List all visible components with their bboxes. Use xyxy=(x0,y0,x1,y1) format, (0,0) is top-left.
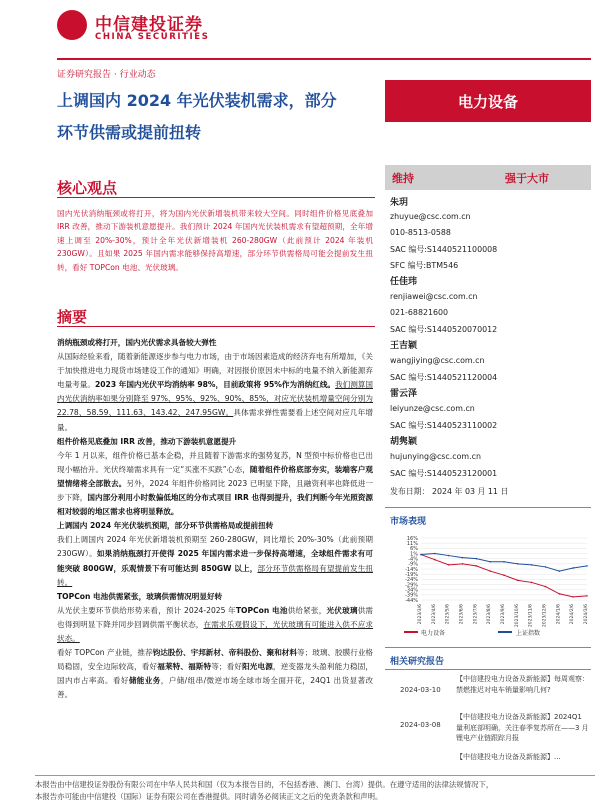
core-divider xyxy=(57,197,375,198)
chart-y-axis xyxy=(405,536,418,604)
x-tick-label: 2023/4/6 xyxy=(431,604,437,625)
sector-badge: 电力设备 xyxy=(385,80,591,122)
summary-p4: 从光伏主要环节供给形势来看，预计 2024-2025 年TOPCon 电池供给紧张，光伏玻璃供需也得到明显下降并同步回调供需平衡状态，在需求乐观假设下，光伏玻璃有可能进入供不应求状态。 xyxy=(57,605,374,643)
y-tick-label: -44% xyxy=(405,597,418,604)
data-point xyxy=(448,564,450,566)
research-title[interactable]: 【中信建投电力设备及新能源】2024Q1 量利底部明确，关注春季复苏所在——3 月锂电产业链跟踪月报 xyxy=(456,713,589,742)
x-tick-label: 2024/2/6 xyxy=(570,604,576,625)
summary-p4-heading: TOPCon 电池供需紧张，玻璃供需情况明显好转 xyxy=(57,591,223,601)
research-date: 2024-03-10 xyxy=(400,686,441,694)
data-point xyxy=(545,566,547,568)
rating-label: 维持 xyxy=(392,172,414,185)
header-rule xyxy=(57,58,591,60)
summary-body xyxy=(57,336,373,702)
x-tick-label: 2023/6/6 xyxy=(459,604,465,625)
y-tick-label: 11% xyxy=(406,540,418,547)
data-point xyxy=(462,557,464,559)
x-tick-label: 2023/7/6 xyxy=(473,604,479,625)
data-point xyxy=(434,553,436,555)
research-title[interactable]: 【中信建投电力设备及新能源】... xyxy=(456,753,561,761)
legend-label: 上证指数 xyxy=(516,630,541,637)
x-tick-label: 2024/3/6 xyxy=(584,604,589,625)
summary-p3-heading: 上调国内 2024 年光伏装机预期，部分环节供需格局或提前扭转 xyxy=(57,521,274,531)
analyst-sac: SAC 编号:S1440521100008 xyxy=(390,245,498,254)
market-heading: 市场表现 xyxy=(390,517,427,527)
analyst-sfc: SFC 编号:BTM546 xyxy=(390,261,459,270)
data-point xyxy=(462,563,464,565)
y-tick-label: -14% xyxy=(405,566,418,573)
market-chart xyxy=(385,530,591,628)
summary-p1: 从国际经验来看，随着新能源逐步参与电力市场，由于市场因素造成的经济弃电有所增加，《关于加快推进电力现货市场建设工作的通知》明确，对因报价原因未中标的电量不纳入新能源弃电量考量。2023 年国内光伏平均消纳率 98%，目前政策将 95%作为消纳红线。我们测算国内光伏消纳率如果分别降至 97%、95%、92%、90%、85%，对应光伏装机增量空间分别为 22.78、58.59、111.63、143.42、247.95GW。具体需求弹性需要看上述空间对应几年增量。 xyxy=(57,352,374,432)
data-point xyxy=(448,555,450,557)
legend-label: 电力设备 xyxy=(421,630,446,637)
legend-swatch-power-equipment xyxy=(404,631,418,633)
analyst-sac: SAC 编号:S1440520070012 xyxy=(390,325,498,334)
y-tick-label: -29% xyxy=(405,582,418,589)
data-point xyxy=(476,565,478,567)
data-point xyxy=(517,580,519,582)
rating-bar xyxy=(385,165,591,190)
company-name-en: CHINA SECURITIES xyxy=(95,32,210,42)
core-heading: 核心观点 xyxy=(57,179,118,197)
rating-value: 强于大市 xyxy=(505,172,549,185)
analyst-name: 任佳玮 xyxy=(390,277,418,287)
data-point xyxy=(586,565,588,567)
title-line-1: 上调国内 2024 年光伏装机需求，部分 xyxy=(57,91,337,110)
analyst-email[interactable]: wangjiying@csc.com.cn xyxy=(390,356,485,365)
x-tick-label: 2024/1/6 xyxy=(556,604,562,625)
x-tick-label: 2023/9/6 xyxy=(501,604,506,625)
core-text: 国内光伏消纳瓶颈或将打开，将为国内光伏新增装机带来较大空间。同时组件价格见底叠加 IRR 改善，推动下游装机意愿提升。我们预计 2024 年国内光伏装机需求有望超预期，全年增速上调至 20%-30%，预计全年光伏新增装机 260-280GW（此前预计 2024 年装机 230GW）。且如果 2025 年国内需求能够保持高增速，部分环节供需格局可能会提前发生扭转，看好 TOPCon 电池、光伏玻璃。 xyxy=(57,209,373,272)
data-point xyxy=(503,561,505,563)
research-divider xyxy=(385,647,591,648)
analyst-email[interactable]: leiyunze@csc.com.cn xyxy=(390,404,475,413)
data-point xyxy=(503,574,505,576)
company-logo-icon xyxy=(57,10,87,40)
y-tick-label: -4% xyxy=(408,556,418,563)
data-point xyxy=(531,582,533,584)
summary-divider xyxy=(57,326,375,327)
y-tick-label: 6% xyxy=(410,546,418,553)
y-tick-label: -19% xyxy=(405,571,418,578)
analyst-email[interactable]: renjiawei@csc.com.cn xyxy=(390,292,478,301)
data-point xyxy=(531,564,533,566)
research-heading: 相关研究报告 xyxy=(390,657,445,667)
analyst-name: 胡隽颖 xyxy=(390,437,418,447)
analyst-name: 朱玥 xyxy=(390,198,409,208)
chart-x-axis xyxy=(417,604,589,627)
data-point xyxy=(476,558,478,560)
research-date: 2024-03-08 xyxy=(400,721,441,729)
y-tick-label: -9% xyxy=(408,561,418,568)
x-tick-label: 2023/12/6 xyxy=(542,604,548,628)
data-point xyxy=(559,570,561,572)
data-point xyxy=(586,595,588,597)
x-tick-label: 2023/3/6 xyxy=(418,604,423,625)
analyst-email[interactable]: hujunying@csc.com.cn xyxy=(390,452,481,461)
summary-p2: 今年 1 月以来，组件价格已基本企稳，并且随着下游需求的强势复苏，N 型预中标价格也已出现小幅抬升。光伏终端需求具有一定“买涨不买跌”心态，随着组件价格底部夯实，装端客户观望情绪将全部散去。另外，2024 年组件价格同比 2023 已明显下降，且融资利率也降低进一步下降，国内部分利用小时数偏低地区的分布式项目 IRR 也得到提升，我们判断今年光照资源相对较弱的地区需求也将明显释放。 xyxy=(57,450,374,517)
analyst-name: 王吉颖 xyxy=(390,341,418,351)
footer-disclaimer-2: 本报告亦可能由中信建投（国际）证券有限公司在香港提供。同时请务必阅读正文之后的免责条款和声明。 xyxy=(35,792,383,801)
data-point xyxy=(572,596,574,598)
market-divider xyxy=(385,507,591,508)
x-tick-label: 2023/5/6 xyxy=(445,604,451,625)
analyst-name: 雷云泽 xyxy=(390,389,418,399)
analyst-email[interactable]: zhuyue@csc.com.cn xyxy=(390,212,471,221)
analyst-sac: SAC 编号:S1440523110002 xyxy=(390,421,498,430)
analyst-sac: SAC 编号:S1440521120004 xyxy=(390,373,498,382)
summary-heading: 摘要 xyxy=(57,308,88,326)
y-tick-label: 1% xyxy=(410,551,418,558)
data-point xyxy=(517,563,519,565)
x-tick-label: 2023/11/6 xyxy=(528,604,534,628)
footer-rule xyxy=(35,775,595,776)
research-title[interactable]: 【中信建投电力设备及新能源】每周观察：禁燃推迟对电车销量影响几何? xyxy=(456,675,589,694)
research-divider-2 xyxy=(385,669,591,670)
x-tick-label: 2023/8/6 xyxy=(487,604,493,625)
footer-disclaimer-1: 本报告由中信建投证券股份有限公司在中华人民共和国（仅为本报告目的，不包括香港、澳门、台湾）提供。在遵守适用的法律法规情况下， xyxy=(35,780,494,789)
y-tick-label: -24% xyxy=(405,577,418,584)
data-point xyxy=(489,561,491,563)
y-tick-label: -34% xyxy=(405,587,418,594)
analyst-phone: 010-8513-0588 xyxy=(390,228,451,237)
summary-p2-heading: 组件价格见底叠加 IRR 改善，推动下游装机意愿提升 xyxy=(57,436,237,446)
y-tick-label: -39% xyxy=(405,592,418,599)
report-type: 证券研究报告 · 行业动态 xyxy=(57,70,156,80)
summary-p3: 我们上调国内 2024 年光伏新增装机预期至 260-280GW，同比增长 20%-30%（此前预期 230GW）。如果消纳瓶颈打开使得 2025 年国内需求进一步保持高增速，全球组件需求有可能突破 800GW，乐观情景下有可能达到 850GW 以上，部分环节供需格局有望提前发生扭转。 xyxy=(57,535,373,587)
y-tick-label: 16% xyxy=(406,535,418,542)
publish-date: 发布日期： 2024 年 03 月 11 日 xyxy=(390,487,509,496)
chart-grid xyxy=(421,538,587,600)
data-point xyxy=(420,554,422,556)
x-tick-label: 2023/10/6 xyxy=(514,604,520,628)
analyst-sac: SAC 编号:S1440523120001 xyxy=(390,469,498,478)
data-point xyxy=(559,593,561,595)
data-point xyxy=(434,559,436,561)
data-point xyxy=(572,567,574,569)
data-point xyxy=(545,586,547,588)
data-point xyxy=(489,570,491,572)
analyst-phone: 021-68821600 xyxy=(390,308,449,317)
chart-series xyxy=(420,553,588,598)
legend-swatch-sse-index xyxy=(498,631,512,633)
title-line-2: 环节供需或提前扭转 xyxy=(57,123,202,142)
company-name-cn: 中信建投证券 xyxy=(95,15,203,35)
summary-p1-heading: 消纳瓶颈或将打开，国内光伏需求具备较大弹性 xyxy=(57,338,217,347)
summary-p5: 看好 TOPCon 产业链，推荐钧达股份、宇邦新材、帝科股份、聚和材料等；玻璃、胶膜行业格局稳固，安全边际较高，看好福莱特、福斯特等；看好阳光电源，逆变器龙头盈利能力稳固，国内市占率高。看好储能业务，户储/组串/微逆市场全球市场全面开花，24Q1 出货显著改善。 xyxy=(57,648,374,700)
